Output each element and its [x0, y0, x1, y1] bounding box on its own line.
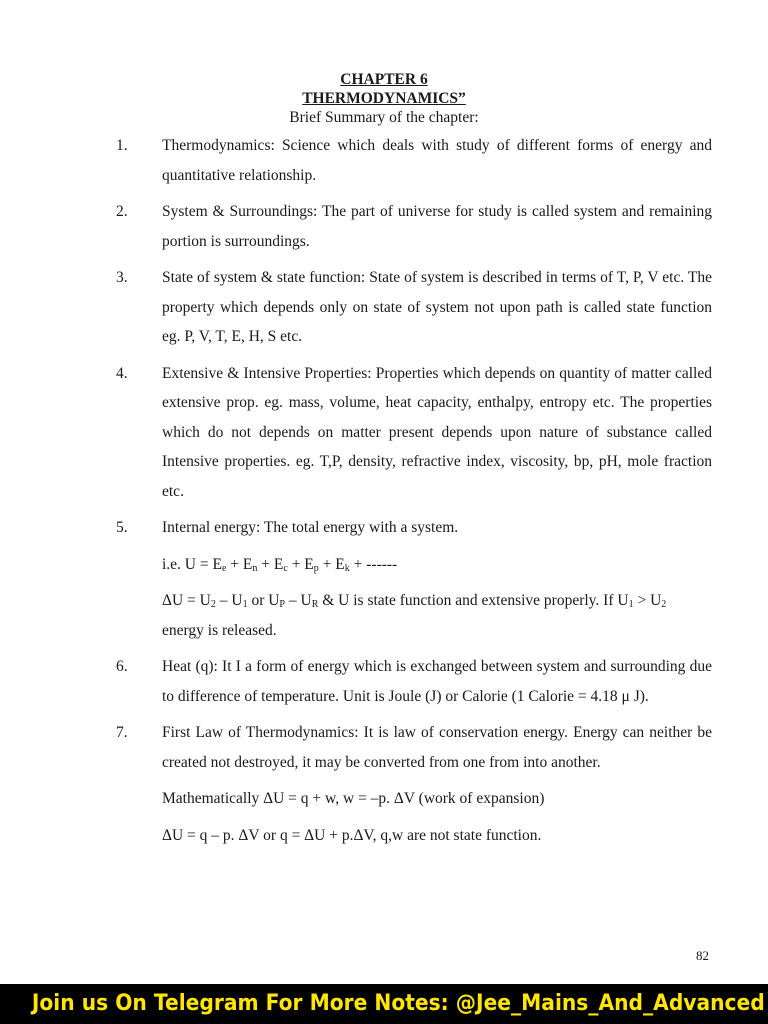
- item-body: [162, 718, 712, 850]
- item-body: [162, 131, 712, 190]
- item-paragraph: State of system & state function: State of system is described in terms of T, P, V etc. The property which depends only on state of system not upon path is called state function eg. P, V, T, E, H, S etc.: [162, 269, 712, 345]
- item-number: 7.: [116, 724, 128, 741]
- list-item: [0, 263, 768, 352]
- item-body: [162, 197, 712, 256]
- item-number: 4.: [116, 364, 128, 382]
- item-body: [162, 652, 712, 711]
- summary-list: [0, 131, 768, 857]
- banner-text: Join us On Telegram For More Notes: @Jee_Mains_And_Advanced: [31, 991, 765, 1016]
- item-paragraph: ΔU = q – p. ΔV or q = ΔU + p.ΔV, q,w are not state function.: [162, 826, 542, 844]
- item-paragraph: Mathematically ΔU = q + w, w = –p. ΔV (work of expansion): [162, 790, 545, 807]
- item-paragraph: $\Delta U = U_2 - U_1$ or $U_P - U_R$ & U is state function and extensive properly. If $U_1 > U_2$ energy is released.: [162, 592, 667, 639]
- item-number: 1.: [116, 137, 128, 154]
- list-item: [0, 359, 768, 507]
- chapter-number: CHAPTER 6: [340, 71, 428, 88]
- item-body: [162, 513, 712, 645]
- telegram-banner: [0, 984, 768, 1024]
- item-body: [162, 359, 712, 507]
- list-item: [0, 718, 768, 850]
- list-item: [0, 131, 768, 190]
- item-number: 2.: [116, 203, 128, 220]
- item-paragraph: i.e. $U = E_e + E_n + E_c + E_p + E_k$ + ------: [162, 555, 398, 574]
- item-number: 5.: [116, 519, 128, 536]
- item-paragraph: System & Surroundings: The part of universe for study is called system and remaining portion is surroundings.: [162, 203, 712, 250]
- item-number: 3.: [116, 269, 128, 286]
- item-paragraph: Heat (q): It I a form of energy which is exchanged between system and surrounding due to difference of temperature. Unit is Joule (J) or Calorie (1 Calorie = 4.18 μ J).: [162, 658, 712, 705]
- summary-heading: Brief Summary of the chapter:: [289, 109, 479, 126]
- item-body: [162, 263, 712, 352]
- item-paragraph: Internal energy: The total energy with a system.: [162, 519, 459, 536]
- list-item: [0, 197, 768, 256]
- item-paragraph: Thermodynamics: Science which deals with study of different forms of energy and quantitative relationship.: [162, 137, 712, 184]
- list-item: [0, 513, 768, 645]
- item-paragraph: First Law of Thermodynamics: It is law of conservation energy. Energy can neither be created not destroyed, it may be converted from one from into another.: [162, 724, 712, 771]
- page-number: 82: [696, 948, 709, 963]
- item-paragraph: Extensive & Intensive Properties: Properties which depends on quantity of matter called extensive prop. eg. mass, volume, heat capacity, enthalpy, entropy etc. The properties which do not depends on matter present depends upon nature of substance called Intensive properties. eg. T,P, density, refractive index, viscosity, bp, pH, mole fraction etc.: [162, 364, 712, 500]
- list-item: [0, 652, 768, 711]
- item-number: 6.: [116, 658, 128, 675]
- chapter-header: [0, 70, 768, 127]
- chapter-title: THERMODYNAMICS”: [302, 90, 466, 107]
